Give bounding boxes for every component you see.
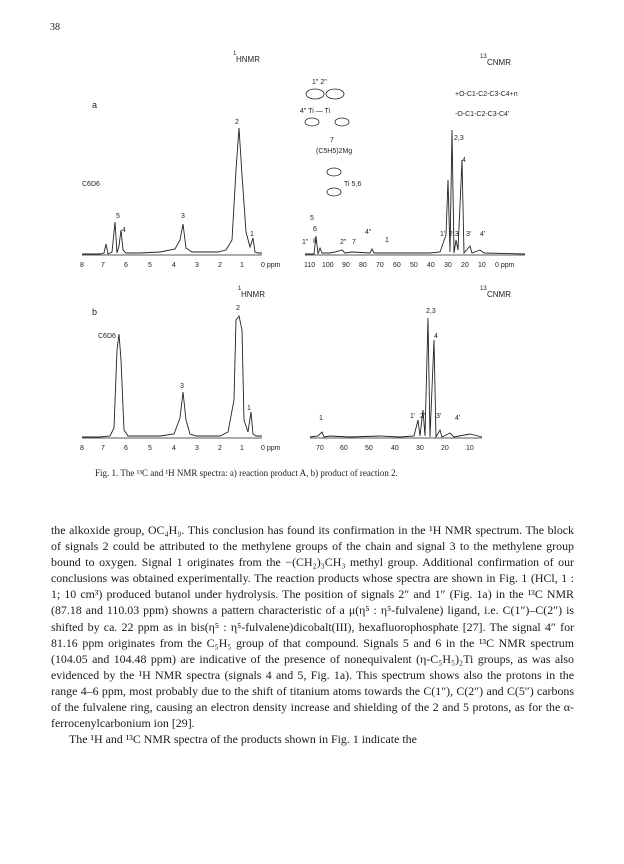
- peak-label-c6d6: C6D6: [82, 181, 100, 188]
- peak-label: 3: [180, 383, 184, 390]
- peak-label: 8: [313, 238, 317, 245]
- axis-tick: 80: [359, 262, 367, 269]
- axis-tick: 3: [195, 445, 199, 452]
- panel-a-h-title: HNMR: [236, 55, 260, 64]
- axis-tick: 50: [410, 262, 418, 269]
- peak-label: 2,3: [454, 135, 464, 142]
- panel-b-h-title: HNMR: [241, 290, 265, 299]
- peak-label: 2,3: [426, 308, 436, 315]
- axis-tick: 8: [80, 445, 84, 452]
- axis-tick: 20: [461, 262, 469, 269]
- axis-tick: 5: [148, 445, 152, 452]
- axis-tick: 7: [101, 262, 105, 269]
- paragraph: The ¹H and ¹³C NMR spectra of the products shown in Fig. 1 indicate the: [69, 732, 417, 747]
- panel-b-h-axis-ticks: [80, 445, 281, 452]
- peak-label: 1: [319, 415, 323, 422]
- peak-label: 4: [122, 227, 126, 234]
- peak-label: 3': [436, 413, 442, 420]
- axis-tick: 1: [240, 262, 244, 269]
- fulvalene-ring-icon: [306, 89, 324, 99]
- struct-ti-label: 4" Ti — Ti: [300, 108, 331, 115]
- peak-label: 4: [462, 157, 466, 164]
- axis-tick: 7: [101, 445, 105, 452]
- peak-label: 3: [181, 213, 185, 220]
- panel-a-c-title: CNMR: [487, 58, 511, 67]
- axis-tick: 60: [393, 262, 401, 269]
- paragraph: the alkoxide group, OC₄H₉. This conclusion has found its confirmation in the ¹H NMR spectrum. The block of signals 2 could be attributed to the methylene groups of the chain and signal 3 to the methylene group bound to oxygen. Signal 1 originates from the −(CH₂)₃CH₃ methyl group. Additional confirmation of our conclusions was obtained experimentally. The reaction products whose spectra are shown in Fig. 1 (HCl, 1 : 1; 10 cm³) produced butanol under hydrolysis. The position of signals 2″ and 1″ (Fig. 1a) in the ¹³C NMR (87.18 and 110.03 ppm) showns a pattern characteristic of a μ(η⁵ : η⁵-fulvalene) ligand, i.e. C(1″)–C(2″) is shifted by ca. 22 ppm as in bis(η⁵ : η⁵-fulvalene)dicobalt(III), hexafluorophosphate [27]. The signal 4″ for 81.16 ppm originates from the C₅H₅ group of that compound. Signals 5 and 6 in the ¹³C NMR spectrum (104.05 and 104.48 ppm) are indicative of the presence of nonequivalent (η-C₅H₅)₂Ti groups, as was also evidenced by the ¹H NMR spectra (signals 4 and 5, Fig. 1a). This spectrum shows also the protons in the range 4–6 ppm, most probably due to the shift of titanium atoms towards the C(1″), C(2″) and C(5″) carbons of the fulvalene ring, causing an electron density increase and shielding of the 2 and 5 protons, as for the α-ferrocenylcarbonium ion [29].: [51, 523, 574, 731]
- axis-tick: 1: [240, 445, 244, 452]
- peak-label: 2: [236, 305, 240, 312]
- struct-chain2: -O-C1-C2-C3-C4': [455, 111, 510, 118]
- peak-label: 3': [466, 231, 472, 238]
- panel-a-h-axis-ticks: [80, 262, 281, 269]
- peak-label: 4': [480, 231, 486, 238]
- peak-label: 2,3: [449, 231, 459, 238]
- axis-tick: 4: [172, 445, 176, 452]
- peak-label: 1: [247, 405, 251, 412]
- peak-label: 2": [340, 239, 347, 246]
- axis-tick: 30: [444, 262, 452, 269]
- body-text: [51, 522, 574, 747]
- panel-b-c-title-sup: 13: [480, 286, 487, 292]
- peak-label: 1': [440, 231, 446, 238]
- axis-tick: 10: [478, 262, 486, 269]
- cp-ring-icon: [335, 118, 349, 126]
- axis-tick: 90: [342, 262, 350, 269]
- axis-tick: 8: [80, 262, 84, 269]
- panel-a-c-axis-ticks: [304, 262, 515, 269]
- panel-b-c-title: CNMR: [487, 290, 511, 299]
- peak-label: 4': [455, 415, 461, 422]
- struct-chain1: +O-C1-C2-C3-C4+n: [455, 91, 518, 98]
- struct-top-label: 1" 2": [312, 79, 327, 86]
- struct-ti56: Ti 5,6: [344, 181, 362, 188]
- panel-b-h-title-sup: 1: [238, 286, 242, 292]
- axis-tick: 10: [466, 445, 474, 452]
- panel-b-label: b: [92, 307, 98, 317]
- axis-tick: 3: [195, 262, 199, 269]
- axis-tick: 5: [148, 262, 152, 269]
- axis-tick: 0 ppm: [495, 262, 515, 269]
- peak-label: 4": [365, 229, 372, 236]
- peak-label: 1": [302, 239, 309, 246]
- axis-tick: 6: [124, 262, 128, 269]
- axis-tick: 60: [340, 445, 348, 452]
- panel-a-label: a: [92, 100, 98, 110]
- panel-a-c-title-sup: 13: [480, 54, 487, 60]
- panel-a-h-title-sup: 1: [233, 51, 237, 57]
- axis-tick: 4: [172, 262, 176, 269]
- axis-tick: 30: [416, 445, 424, 452]
- peak-label: 6: [313, 226, 317, 233]
- peak-label: 2': [420, 413, 426, 420]
- axis-tick: 50: [365, 445, 373, 452]
- peak-label: 7: [352, 239, 356, 246]
- panel-b-c-peak-labels: [319, 308, 460, 422]
- struct-compound7: 7: [330, 137, 334, 144]
- axis-tick: 2: [218, 262, 222, 269]
- struct-cp2mg: (C5H5)2Mg: [316, 148, 353, 155]
- axis-tick: 0 ppm: [261, 445, 281, 452]
- axis-tick: 20: [441, 445, 449, 452]
- fulvalene-ring-icon: [326, 89, 344, 99]
- cp-ring-icon: [327, 188, 341, 196]
- axis-tick: 40: [391, 445, 399, 452]
- peak-label: 2: [235, 119, 239, 126]
- axis-tick: 0 ppm: [261, 262, 281, 269]
- axis-tick: 2: [218, 445, 222, 452]
- axis-tick: 6: [124, 445, 128, 452]
- peak-label-c6d6: C6D6: [98, 333, 116, 340]
- page-number: 38: [50, 22, 60, 33]
- peak-label: 1': [410, 413, 416, 420]
- cp-ring-icon: [327, 168, 341, 176]
- axis-tick: 70: [376, 262, 384, 269]
- peak-label: 1: [250, 231, 254, 238]
- peak-label: 4: [434, 333, 438, 340]
- axis-tick: 40: [427, 262, 435, 269]
- panel-a-c-nmr: [302, 54, 525, 269]
- panel-a-h-peak-labels: [82, 119, 254, 238]
- panel-b-c-nmr: [310, 286, 511, 452]
- panel-a-h-spectrum: [82, 128, 262, 254]
- peak-label: 5: [310, 215, 314, 222]
- peak-label: 5: [116, 213, 120, 220]
- peak-label: 1: [385, 237, 389, 244]
- axis-tick: 110: [304, 262, 316, 269]
- panel-a-h-nmr: [80, 51, 281, 269]
- panel-a-structures: [300, 79, 518, 196]
- axis-tick: 70: [316, 445, 324, 452]
- panel-b-h-nmr: [80, 286, 281, 452]
- panel-b-c-axis-ticks: [316, 445, 474, 452]
- cp-ring-icon: [305, 118, 319, 126]
- axis-tick: 100: [322, 262, 334, 269]
- figure-caption: Fig. 1. The ¹³C and ¹H NMR spectra: a) reaction product A, b) product of reaction 2.: [95, 468, 398, 478]
